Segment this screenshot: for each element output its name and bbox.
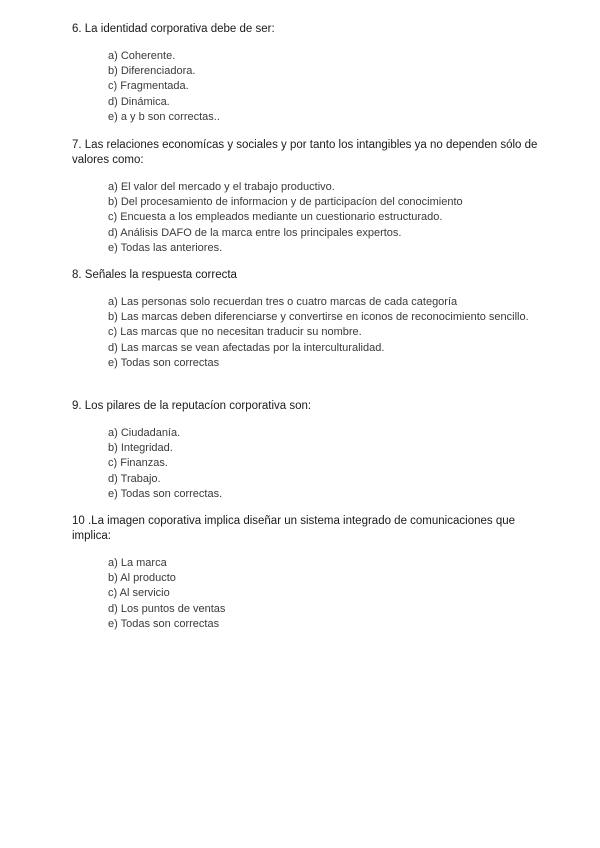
answer-option: d) Trabajo. [108, 472, 161, 485]
answer-option: a) El valor del mercado y el trabajo productivo. [108, 181, 335, 193]
answer-option: c) Encuesta a los empleados mediante un cuestionario estructurado. [108, 211, 443, 224]
answer-options [108, 180, 552, 256]
answer-options [108, 49, 552, 125]
question-text: 10 .La imagen coporativa implica diseñar un sistema integrado de comunicaciones que implica: [72, 515, 516, 542]
answer-option: b) Las marcas deben diferenciarse y convertirse en iconos de reconocimiento sencillo. [108, 311, 529, 324]
question-text: 7. Las relaciones economícas y sociales y por tanto los intangibles ya no dependen sólo de valores como: [72, 139, 538, 166]
question-text: 8. Señales la respuesta correcta [72, 269, 237, 281]
question-10 [72, 514, 552, 632]
answer-option: e) a y b son correctas.. [108, 110, 220, 123]
answer-option: e) Todas son correctas [108, 356, 220, 369]
answer-option: d) Análisis DAFO de la marca entre los principales expertos. [108, 226, 402, 239]
question-9 [72, 399, 552, 502]
question-6 [72, 22, 552, 125]
answer-option: c) Al servicio [108, 587, 170, 600]
answer-option: b) Diferenciadora. [108, 65, 196, 78]
answer-option: a) Coherente. [108, 50, 176, 62]
answer-option: e) Todas las anteriores. [108, 241, 223, 254]
answer-option: d) Los puntos de ventas [108, 602, 226, 615]
answer-option: e) Todas son correctas. [108, 487, 223, 500]
answer-option: c) Finanzas. [108, 457, 168, 470]
answer-options [108, 295, 552, 371]
answer-option: a) Las personas solo recuerdan tres o cuatro marcas de cada categoría [108, 296, 458, 308]
answer-option: b) Del procesamiento de informacion y de participacíon del conocimiento [108, 196, 463, 209]
answer-option: b) Al producto [108, 572, 176, 585]
question-7 [72, 138, 552, 256]
answer-option: c) Fragmentada. [108, 80, 189, 93]
answer-option: c) Las marcas que no necesitan traducir su nombre. [108, 326, 362, 339]
answer-option: d) Dinámica. [108, 95, 170, 108]
question-text: 6. La identidad corporativa debe de ser: [72, 23, 275, 35]
answer-options [108, 426, 552, 502]
answer-option: b) Integridad. [108, 442, 173, 455]
question-text: 9. Los pilares de la reputacíon corporativa son: [72, 400, 312, 412]
answer-option: d) Las marcas se vean afectadas por la interculturalidad. [108, 341, 385, 354]
answer-option: e) Todas son correctas [108, 617, 220, 630]
answer-option: a) Ciudadanía. [108, 427, 181, 439]
question-8 [72, 268, 552, 371]
answer-option: a) La marca [108, 557, 167, 569]
answer-options [108, 556, 552, 632]
